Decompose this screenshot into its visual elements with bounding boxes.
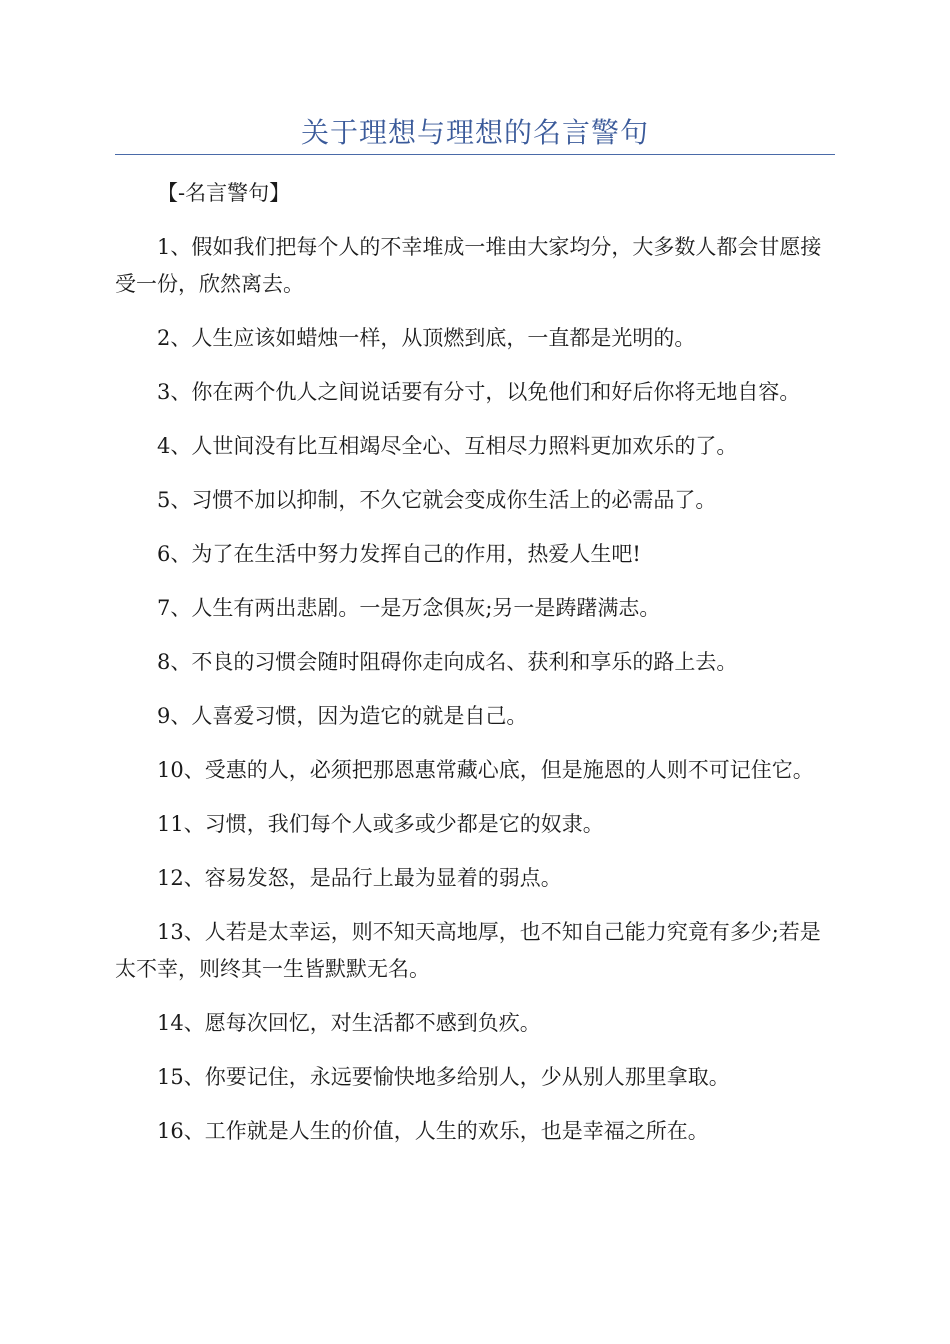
quote-item: 9、人喜爱习惯，因为造它的就是自己。 — [157, 704, 528, 728]
quote-item: 3、你在两个仇人之间说话要有分寸，以免他们和好后你将无地自容。 — [157, 380, 801, 404]
quote-item: 11、习惯，我们每个人或多或少都是它的奴隶。 — [157, 812, 604, 836]
quote-item: 13、人若是太幸运，则不知天高地厚，也不知自己能力究竟有多少;若是太不幸，则终其一生皆默默无名。 — [115, 920, 821, 981]
quote-item: 6、为了在生活中努力发挥自己的作用，热爱人生吧! — [157, 542, 641, 566]
quote-item: 5、习惯不加以抑制，不久它就会变成你生活上的必需品了。 — [157, 488, 717, 512]
quote-item: 7、人生有两出悲剧。一是万念俱灰;另一是踌躇满志。 — [157, 596, 661, 620]
quote-item: 8、不良的习惯会随时阻碍你走向成名、获利和享乐的路上去。 — [157, 650, 738, 674]
quote-item: 14、愿每次回忆，对生活都不感到负疚。 — [157, 1011, 541, 1035]
document-title: 关于理想与理想的名言警句 — [300, 116, 649, 149]
quote-item: 1、假如我们把每个人的不幸堆成一堆由大家均分，大多数人都会甘愿接受一份，欣然离去。 — [115, 235, 822, 296]
title-underline — [115, 154, 835, 155]
quote-item: 10、受惠的人，必须把那恩惠常藏心底，但是施恩的人则不可记住它。 — [157, 758, 814, 782]
quote-item: 16、工作就是人生的价值，人生的欢乐，也是幸福之所在。 — [157, 1119, 709, 1143]
document-body — [115, 175, 825, 1167]
quote-item: 4、人世间没有比互相竭尽全心、互相尽力照料更加欢乐的了。 — [157, 434, 738, 458]
section-heading: 【-名言警句】 — [157, 181, 291, 205]
quote-item: 2、人生应该如蜡烛一样，从顶燃到底，一直都是光明的。 — [157, 326, 696, 350]
quote-item: 12、容易发怒，是品行上最为显着的弱点。 — [157, 866, 562, 890]
quote-item: 15、你要记住，永远要愉快地多给别人，少从别人那里拿取。 — [157, 1065, 730, 1089]
